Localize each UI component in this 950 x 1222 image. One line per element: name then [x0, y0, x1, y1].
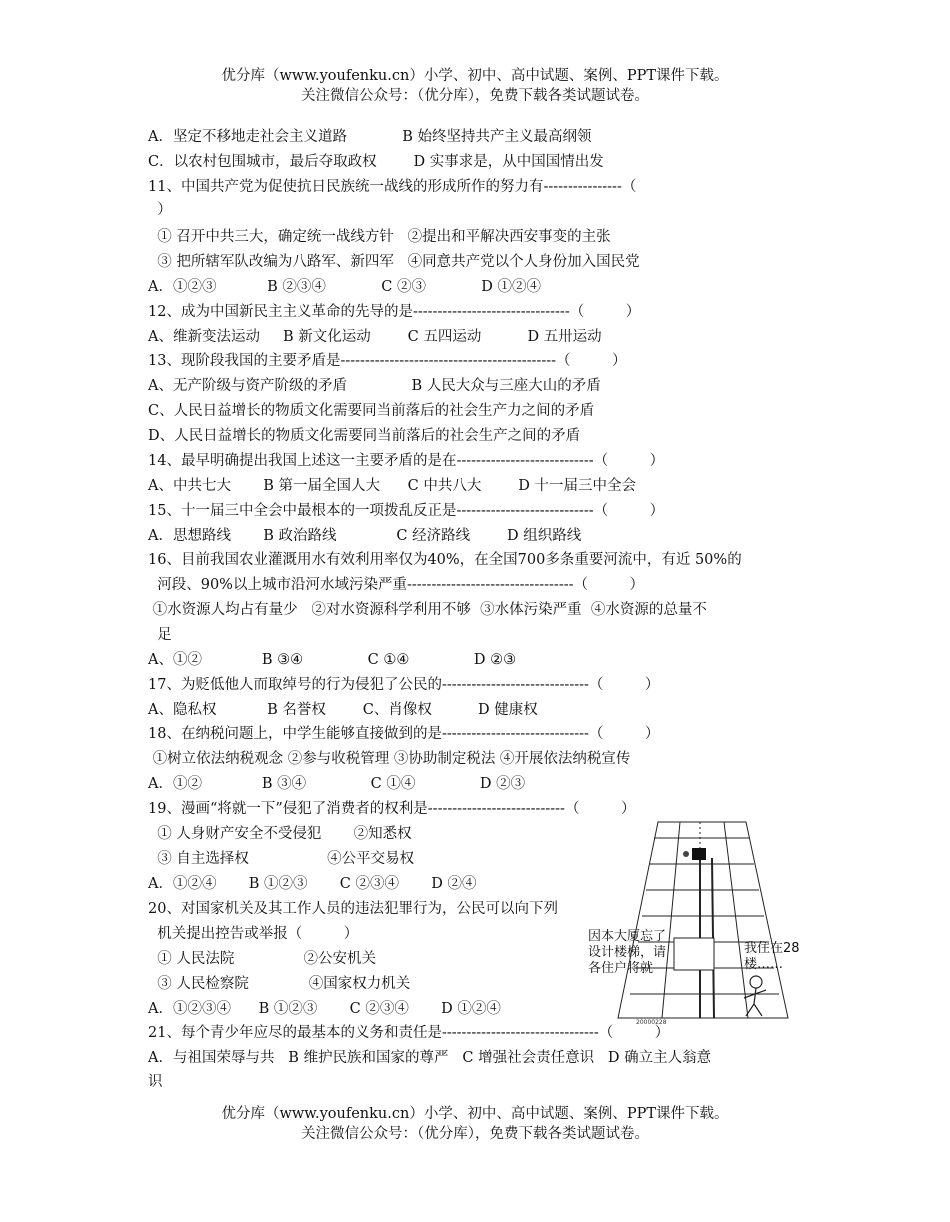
- question-line: 12、成为中国新民主主义革命的先导的是--------------------------------（ ）: [148, 304, 641, 320]
- person-at-window: [683, 851, 689, 857]
- question-line: C、人民日益增长的物质文化需要同当前落后的社会生产力之间的矛盾: [148, 403, 595, 419]
- question-line: ③ 自主选择权 ④公平交易权: [148, 851, 415, 867]
- question-line: ）: [148, 202, 172, 218]
- question-line: 16、目前我国农业灌溉用水有效利用率仅为40%，在全国700多条重要河流中，有近 50%的: [148, 552, 742, 568]
- question-line: 17、为贬低他人而取绰号的行为侵犯了公民的------------------------------（ ）: [148, 677, 660, 693]
- cartoon-stamp: 20000228: [636, 1019, 667, 1026]
- footer-line-1: 优分库（www.youfenku.cn）小学、初中、高中试题、案例、PPT课件下载。: [221, 1106, 729, 1122]
- question-line: 18、在纳税问题上，中学生能够直接做到的是------------------------------（ ）: [148, 726, 660, 742]
- question-line: A、维新变法运动 B 新文化运动 C 五四运动 D 五卅运动: [148, 329, 602, 345]
- question-line: 15、十一届三中全会中最根本的一项拨乱反正是----------------------------（ ）: [148, 503, 665, 519]
- question-line: A．①②③ B ②③④ C ②③ D ①②④: [148, 279, 541, 295]
- question-line: 识: [148, 1074, 163, 1090]
- question-line: 11、中国共产党为促使抗日民族统一战线的形成所作的努力有----------------（: [148, 179, 637, 195]
- window-black: [692, 848, 706, 860]
- question-line: ①树立依法纳税观念 ②参与收税管理 ③协助制定税法 ④开展依法纳税宣传: [148, 751, 631, 767]
- question-line: A、①② B ③④ C ①④ D ②③: [148, 652, 517, 668]
- footer-line-2: 关注微信公众号：（优分库），免费下载各类试题试卷。: [301, 1126, 649, 1142]
- question-line: A、无产阶级与资产阶级的矛盾 B 人民大众与三座大山的矛盾: [148, 378, 601, 394]
- question-line: ③ 人民检察院 ④国家权力机关: [148, 976, 411, 992]
- question-line: ① 人民法院 ②公安机关: [148, 951, 376, 967]
- question-line: A．思想路线 B 政治路线 C 经济路线 D 组织路线: [148, 528, 582, 544]
- page-header-bottom: [0, 1104, 950, 1144]
- question-line: A．①②④ B ①②③ C ②③④ D ②④: [148, 876, 477, 892]
- question-line: A．①②③④ B ①②③ C ②③④ D ①②④: [148, 1001, 501, 1017]
- cartoon-illustration: [588, 818, 810, 1028]
- question-line: ① 人身财产安全不受侵犯 ②知悉权: [148, 826, 412, 842]
- question-line: A．①② B ③④ C ①④ D ②③: [148, 776, 526, 792]
- question-line: ①水资源人均占有量少 ②对水资源科学利用不够 ③水体污染严重 ④水资源的总量不: [148, 602, 707, 618]
- page-header-top: [0, 66, 950, 106]
- question-line: A、隐私权 B 名誉权 C、肖像权 D 健康权: [148, 702, 538, 718]
- header-line-2: 关注微信公众号：（优分库），免费下载各类试题试卷。: [301, 88, 649, 104]
- question-line: 足: [148, 627, 172, 643]
- question-line: 19、漫画“将就一下”侵犯了消费者的权利是----------------------------（ ）: [148, 801, 636, 817]
- question-line: 21、每个青少年应尽的最基本的义务和责任是--------------------------------（ ）: [148, 1025, 670, 1041]
- question-line: 河段、90%以上城市沿河水域污染严重----------------------------------（ ）: [148, 577, 645, 593]
- cartoon-caption-left: 因本大厦忘了 设计楼梯，请 各住户将就: [588, 929, 667, 976]
- header-line-1: 优分库（www.youfenku.cn）小学、初中、高中试题、案例、PPT课件下载。: [221, 68, 729, 84]
- cartoon-caption-right: 我住在28 楼……: [744, 941, 800, 972]
- question-line: 13、现阶段我国的主要矛盾是--------------------------------------------（ ）: [148, 353, 627, 369]
- question-line: A．坚定不移地走社会主义道路 B 始终坚持共产主义最高纲领: [148, 129, 592, 145]
- question-line: ① 召开中共三大，确定统一战线方针 ②提出和平解决西安事变的主张: [148, 229, 611, 245]
- question-line: D、人民日益增长的物质文化需要同当前落后的社会生产之间的矛盾: [148, 428, 581, 444]
- question-line: C．以农村包围城市，最后夺取政权 D 实事求是，从中国国情出发: [148, 154, 604, 170]
- question-line: A．与祖国荣辱与共 B 维护民族和国家的尊严 C 增强社会责任意识 D 确立主人翁意: [148, 1050, 712, 1066]
- question-line: 机关提出控告或举报（ ）: [148, 926, 359, 942]
- question-line: 14、最早明确提出我国上述这一主要矛盾的是在----------------------------（ ）: [148, 453, 665, 469]
- question-line: ③ 把所辖军队改编为八路军、新四军 ④同意共产党以个人身份加入国民党: [148, 254, 640, 270]
- question-line: 20、对国家机关及其工作人员的违法犯罪行为，公民可以向下列: [148, 901, 558, 917]
- question-line: A、中共七大 B 第一届全国人大 C 中共八大 D 十一届三中全会: [148, 478, 636, 494]
- notice-board: [674, 938, 714, 970]
